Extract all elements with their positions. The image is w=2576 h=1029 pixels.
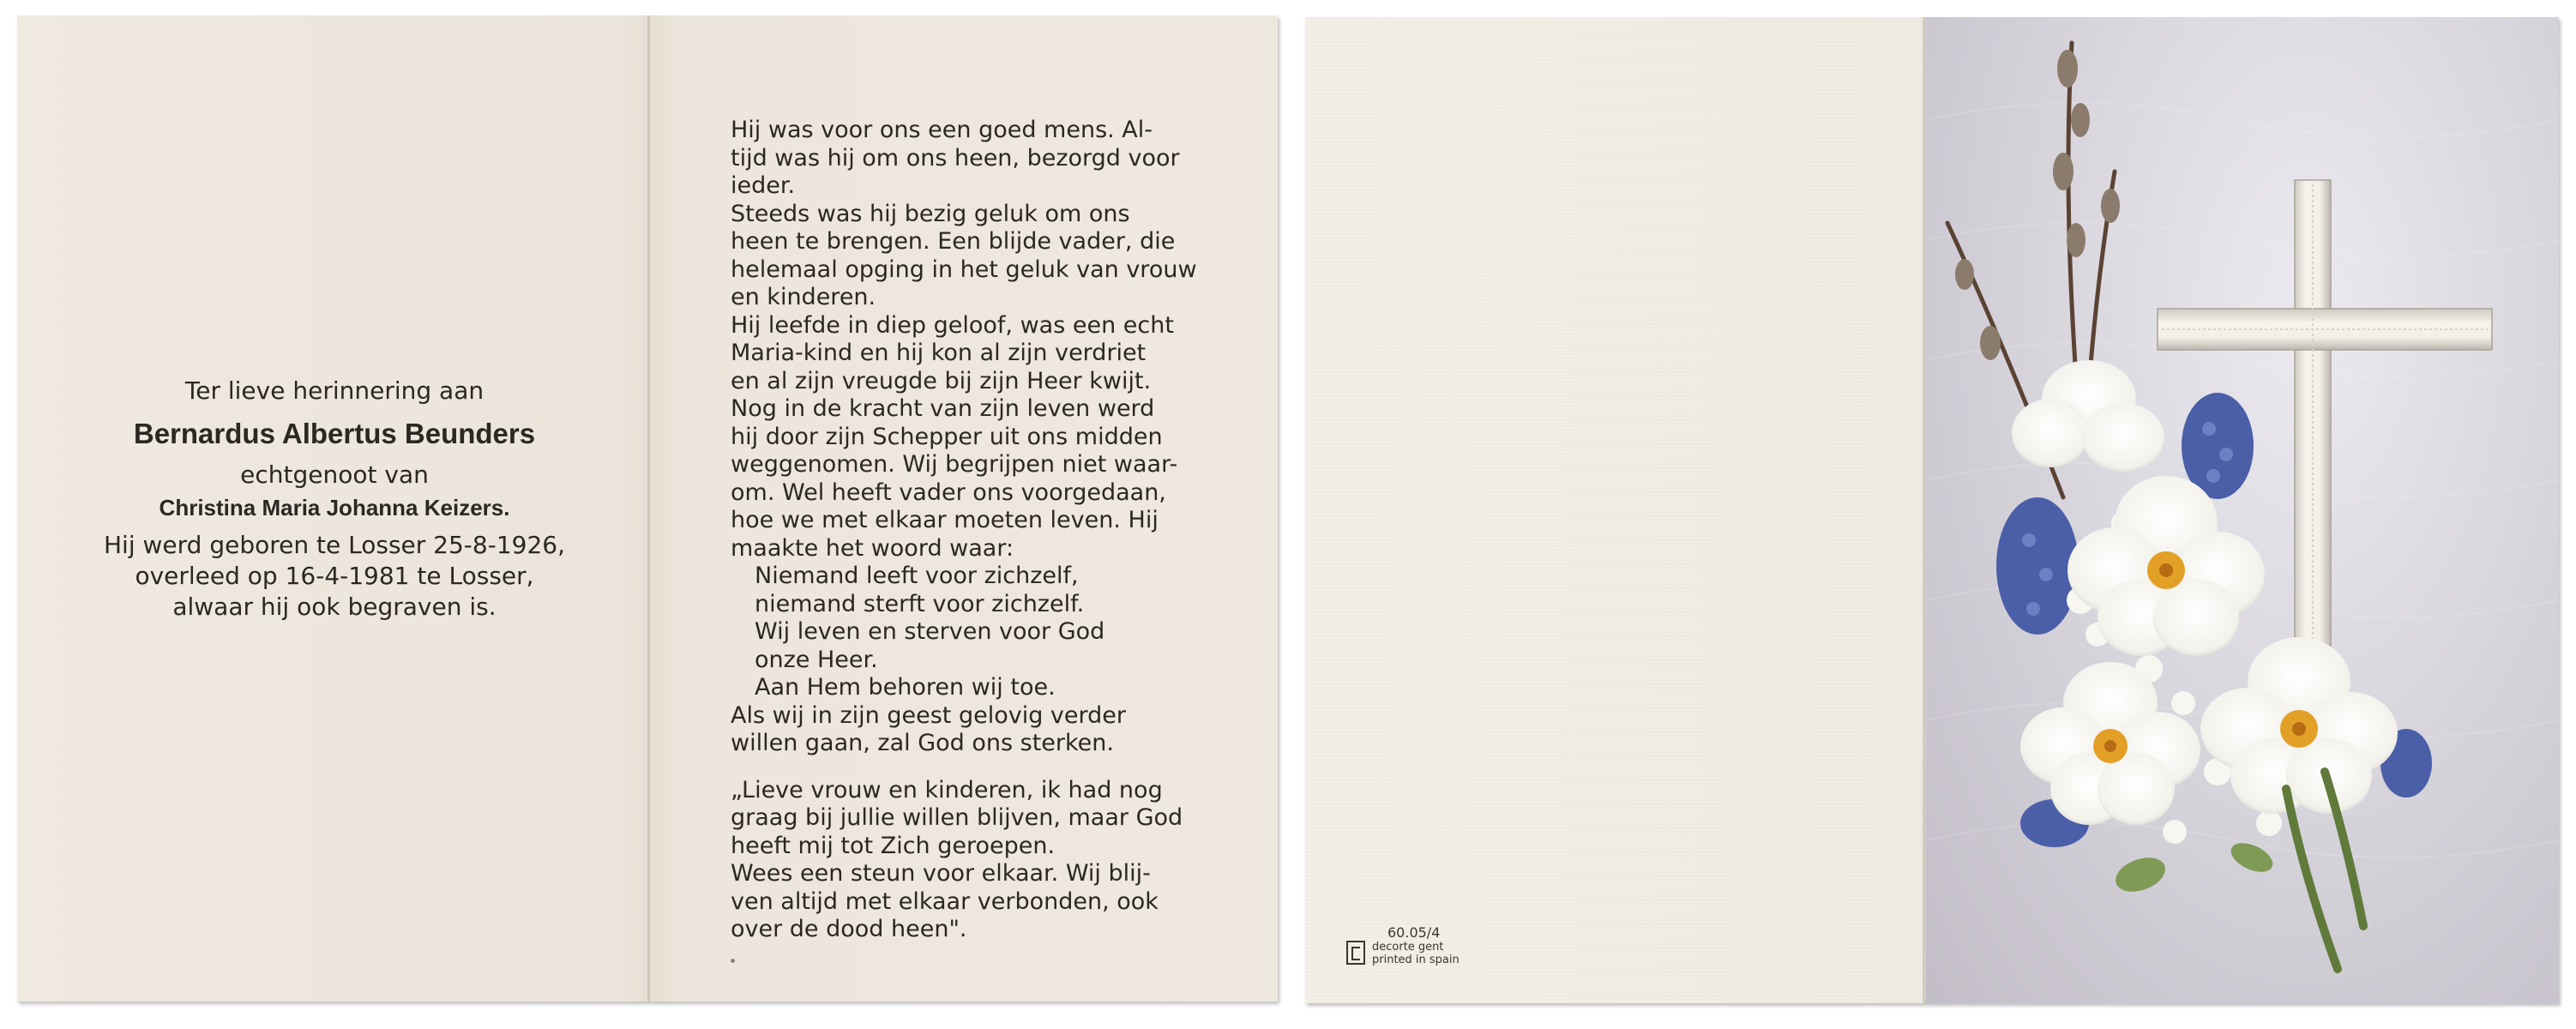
poem-line: hoe we met elkaar moeten leven. Hij — [731, 507, 1159, 533]
front-cover-image — [1926, 17, 2559, 1003]
burial-line: alwaar hij ook begraven is. — [172, 593, 497, 621]
printer-name: decorte gent — [1372, 941, 1444, 954]
card-inside-spread — [17, 15, 1278, 1002]
verse-line: niemand sterft voor zichzelf. — [755, 590, 1085, 617]
memorial-intro: Ter lieve herinnering aan — [184, 376, 485, 405]
poem-line: Hij leefde in diep geloof, was een echt — [731, 311, 1174, 339]
paragraph-gap — [731, 758, 1237, 777]
poem-line: Maria-kind en hij kon al zijn verdriet — [731, 340, 1147, 366]
poem-line: helemaal opging in het geluk van vrouw — [731, 256, 1197, 283]
verse-line: onze Heer. — [755, 646, 878, 673]
poem-line: willen gaan, zal God ons sterken. — [731, 730, 1114, 756]
poem-line: heen te brengen. Een blijde vader, die — [731, 228, 1176, 255]
verse-line: Wij leven en sterven voor God — [755, 618, 1105, 645]
poem-line: en al zijn vreugde bij zijn Heer kwijt. — [731, 367, 1152, 394]
quote-line: Wees een steun voor elkaar. Wij blij- — [731, 860, 1151, 887]
poem-line: ieder. — [731, 172, 796, 199]
card-outside-spread — [1305, 17, 2559, 1003]
poem-line: om. Wel heeft vader ons voorgedaan, — [731, 478, 1166, 506]
quote-line: graag bij jullie willen blijven, maar God — [731, 804, 1183, 831]
birth-line: Hij werd geboren te Losser 25-8-1926, — [104, 531, 565, 559]
death-line: overleed op 16-4-1981 te Losser, — [135, 562, 534, 590]
deceased-name: Bernardus Albertus Beunders — [133, 418, 536, 449]
poem-line: Als wij in zijn geest gelovig verder — [731, 701, 1126, 729]
printer-imprint — [1346, 926, 1460, 966]
memorial-text — [69, 376, 600, 623]
poem-panel — [677, 15, 1278, 1002]
quote-line: „Lieve vrouw en kinderen, ik had nog — [731, 776, 1163, 803]
relation-text: echtgenoot van — [240, 460, 429, 489]
leaves — [2111, 837, 2278, 898]
poem-line: hij door zijn Schepper uit ons midden — [731, 423, 1163, 450]
poem-line: tijd was hij om ons heen, bezorgd voor — [731, 144, 1180, 172]
poem-line: Steeds was hij bezig geluk om ons — [731, 200, 1130, 227]
poem-line: en kinderen. — [731, 284, 876, 310]
printer-logo-icon — [1346, 941, 1365, 965]
poem-text — [731, 117, 1237, 944]
ink-dot — [731, 959, 735, 963]
cross-bouquet-illustration — [1926, 17, 2559, 1003]
quote-line: ven altijd met elkaar verbonden, ook — [731, 888, 1159, 915]
back-cover — [1305, 17, 1923, 1003]
poem-line: weggenomen. Wij begrijpen niet waar- — [731, 451, 1178, 478]
quote-line: heeft mij tot Zich geroepen. — [731, 832, 1056, 859]
verse-line: Niemand leeft voor zichzelf, — [755, 563, 1079, 589]
memorial-panel — [17, 15, 647, 1002]
verse-line: Aan Hem behoren wij toe. — [755, 674, 1056, 701]
quote-line: over de dood heen". — [731, 916, 967, 942]
print-code: 60.05/4 — [1387, 924, 1441, 941]
spouse-name: Christina Maria Johanna Keizers. — [159, 495, 510, 521]
card-fold — [647, 15, 650, 1002]
poem-line: Hij was voor ons een goed mens. Al- — [731, 117, 1153, 143]
printer-origin: printed in spain — [1372, 954, 1460, 966]
poem-line: maakte het woord waar: — [731, 534, 1014, 562]
poem-line: Nog in de kracht van zijn leven werd — [731, 395, 1155, 422]
